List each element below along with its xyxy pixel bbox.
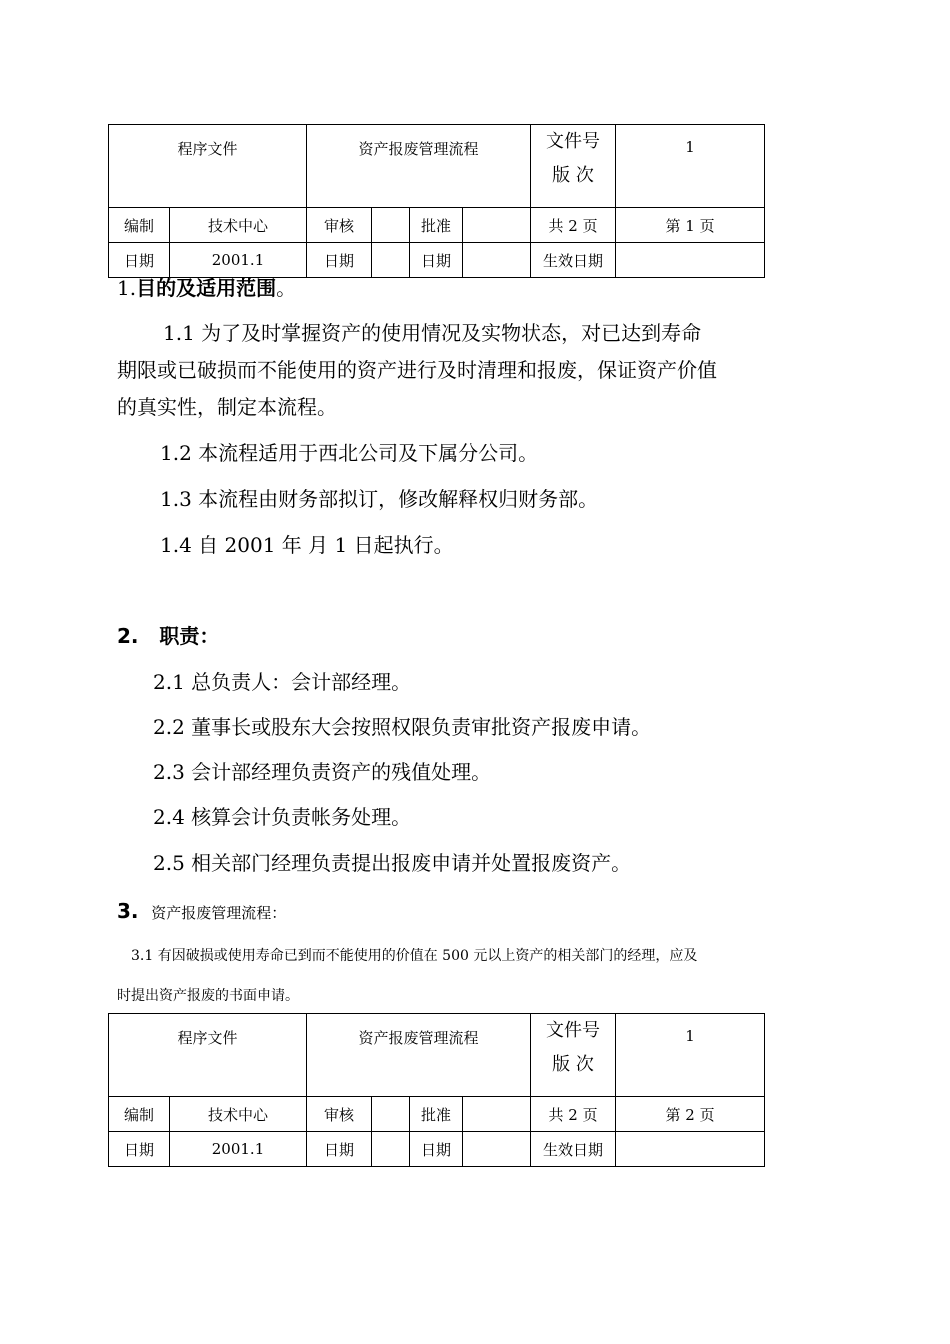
date-value: 2001.1 bbox=[170, 1132, 307, 1167]
review-date-value bbox=[372, 1132, 410, 1167]
date-label: 日期 bbox=[109, 243, 170, 278]
page-number: 第 2 页 bbox=[616, 1097, 765, 1132]
para-2-3: 2.3 会计部经理负责资产的残值处理。 bbox=[153, 760, 492, 784]
section1-end: 。 bbox=[276, 276, 297, 300]
section3-title: 资产报废管理流程： bbox=[151, 904, 287, 922]
review-label: 审核 bbox=[307, 208, 372, 243]
doc-title-cell: 资产报废管理流程 bbox=[307, 1014, 531, 1097]
doc-no-version-label-cell bbox=[531, 1014, 616, 1097]
review-date-label: 日期 bbox=[307, 243, 372, 278]
section1-number: 1. bbox=[117, 276, 137, 300]
para-1-1-line2: 期限或已破损而不能使用的资产进行及时清理和报废，保证资产价值 bbox=[117, 358, 717, 382]
section3-number: 3. bbox=[117, 899, 139, 923]
para-2-4: 2.4 核算会计负责帐务处理。 bbox=[153, 805, 412, 829]
para-3-1-line2: 时提出资产报废的书面申请。 bbox=[117, 988, 299, 1004]
date-value: 2001.1 bbox=[170, 243, 307, 278]
para-2-2: 2.2 董事长或股东大会按照权限负责审批资产报废申请。 bbox=[153, 715, 652, 739]
page-number: 第 1 页 bbox=[616, 208, 765, 243]
review-date-value bbox=[372, 243, 410, 278]
date-label: 日期 bbox=[109, 1132, 170, 1167]
para-1-1-line3: 的真实性，制定本流程。 bbox=[117, 395, 337, 419]
doc-type-cell: 程序文件 bbox=[109, 1014, 307, 1097]
para-1-1-line1: 1.1 为了及时掌握资产的使用情况及实物状态，对已达到寿命 bbox=[163, 321, 702, 345]
approve-date-value bbox=[463, 243, 531, 278]
para-1-4: 1.4 自 2001 年 月 1 日起执行。 bbox=[160, 533, 454, 557]
doc-no-version-label-cell bbox=[531, 125, 616, 208]
doc-no-label: 文件号 bbox=[546, 1020, 601, 1041]
header-table-page2 bbox=[108, 1013, 765, 1167]
doc-title-cell: 资产报废管理流程 bbox=[307, 125, 531, 208]
para-1-2: 1.2 本流程适用于西北公司及下属分公司。 bbox=[160, 441, 539, 465]
total-pages: 共 2 页 bbox=[531, 1097, 616, 1132]
review-value bbox=[372, 1097, 410, 1132]
prepared-value: 技术中心 bbox=[170, 208, 307, 243]
prepared-label: 编制 bbox=[109, 208, 170, 243]
doc-type-cell: 程序文件 bbox=[109, 125, 307, 208]
para-2-1: 2.1 总负责人：会计部经理。 bbox=[153, 670, 412, 694]
section3-heading bbox=[117, 899, 286, 925]
section2-heading: 2. 职责： bbox=[117, 624, 220, 648]
review-value bbox=[372, 208, 410, 243]
approve-value bbox=[463, 1097, 531, 1132]
approve-label: 批准 bbox=[410, 208, 463, 243]
review-date-label: 日期 bbox=[307, 1132, 372, 1167]
total-pages: 共 2 页 bbox=[531, 208, 616, 243]
para-1-3: 1.3 本流程由财务部拟订，修改解释权归财务部。 bbox=[160, 487, 599, 511]
approve-date-value bbox=[463, 1132, 531, 1167]
review-label: 审核 bbox=[307, 1097, 372, 1132]
header-table-page1 bbox=[108, 124, 765, 278]
version-value-cell: 1 bbox=[616, 125, 765, 208]
version-value-cell: 1 bbox=[616, 1014, 765, 1097]
effective-date-label: 生效日期 bbox=[531, 1132, 616, 1167]
prepared-label: 编制 bbox=[109, 1097, 170, 1132]
doc-no-label: 文件号 bbox=[546, 131, 601, 152]
effective-date-value bbox=[616, 243, 765, 278]
approve-label: 批准 bbox=[410, 1097, 463, 1132]
section1-title: 目的及适用范围 bbox=[136, 276, 277, 300]
version-label: 版 次 bbox=[552, 1054, 594, 1075]
approve-date-label: 日期 bbox=[410, 243, 463, 278]
approve-value bbox=[463, 208, 531, 243]
prepared-value: 技术中心 bbox=[170, 1097, 307, 1132]
para-3-1-line1: 3.1 有因破损或使用寿命已到而不能使用的价值在 500 元以上资产的相关部门的经理，应及 bbox=[131, 948, 698, 964]
para-2-5: 2.5 相关部门经理负责提出报废申请并处置报废资产。 bbox=[153, 851, 632, 875]
effective-date-label: 生效日期 bbox=[531, 243, 616, 278]
effective-date-value bbox=[616, 1132, 765, 1167]
approve-date-label: 日期 bbox=[410, 1132, 463, 1167]
version-label: 版 次 bbox=[552, 165, 594, 186]
section1-heading bbox=[117, 276, 296, 300]
